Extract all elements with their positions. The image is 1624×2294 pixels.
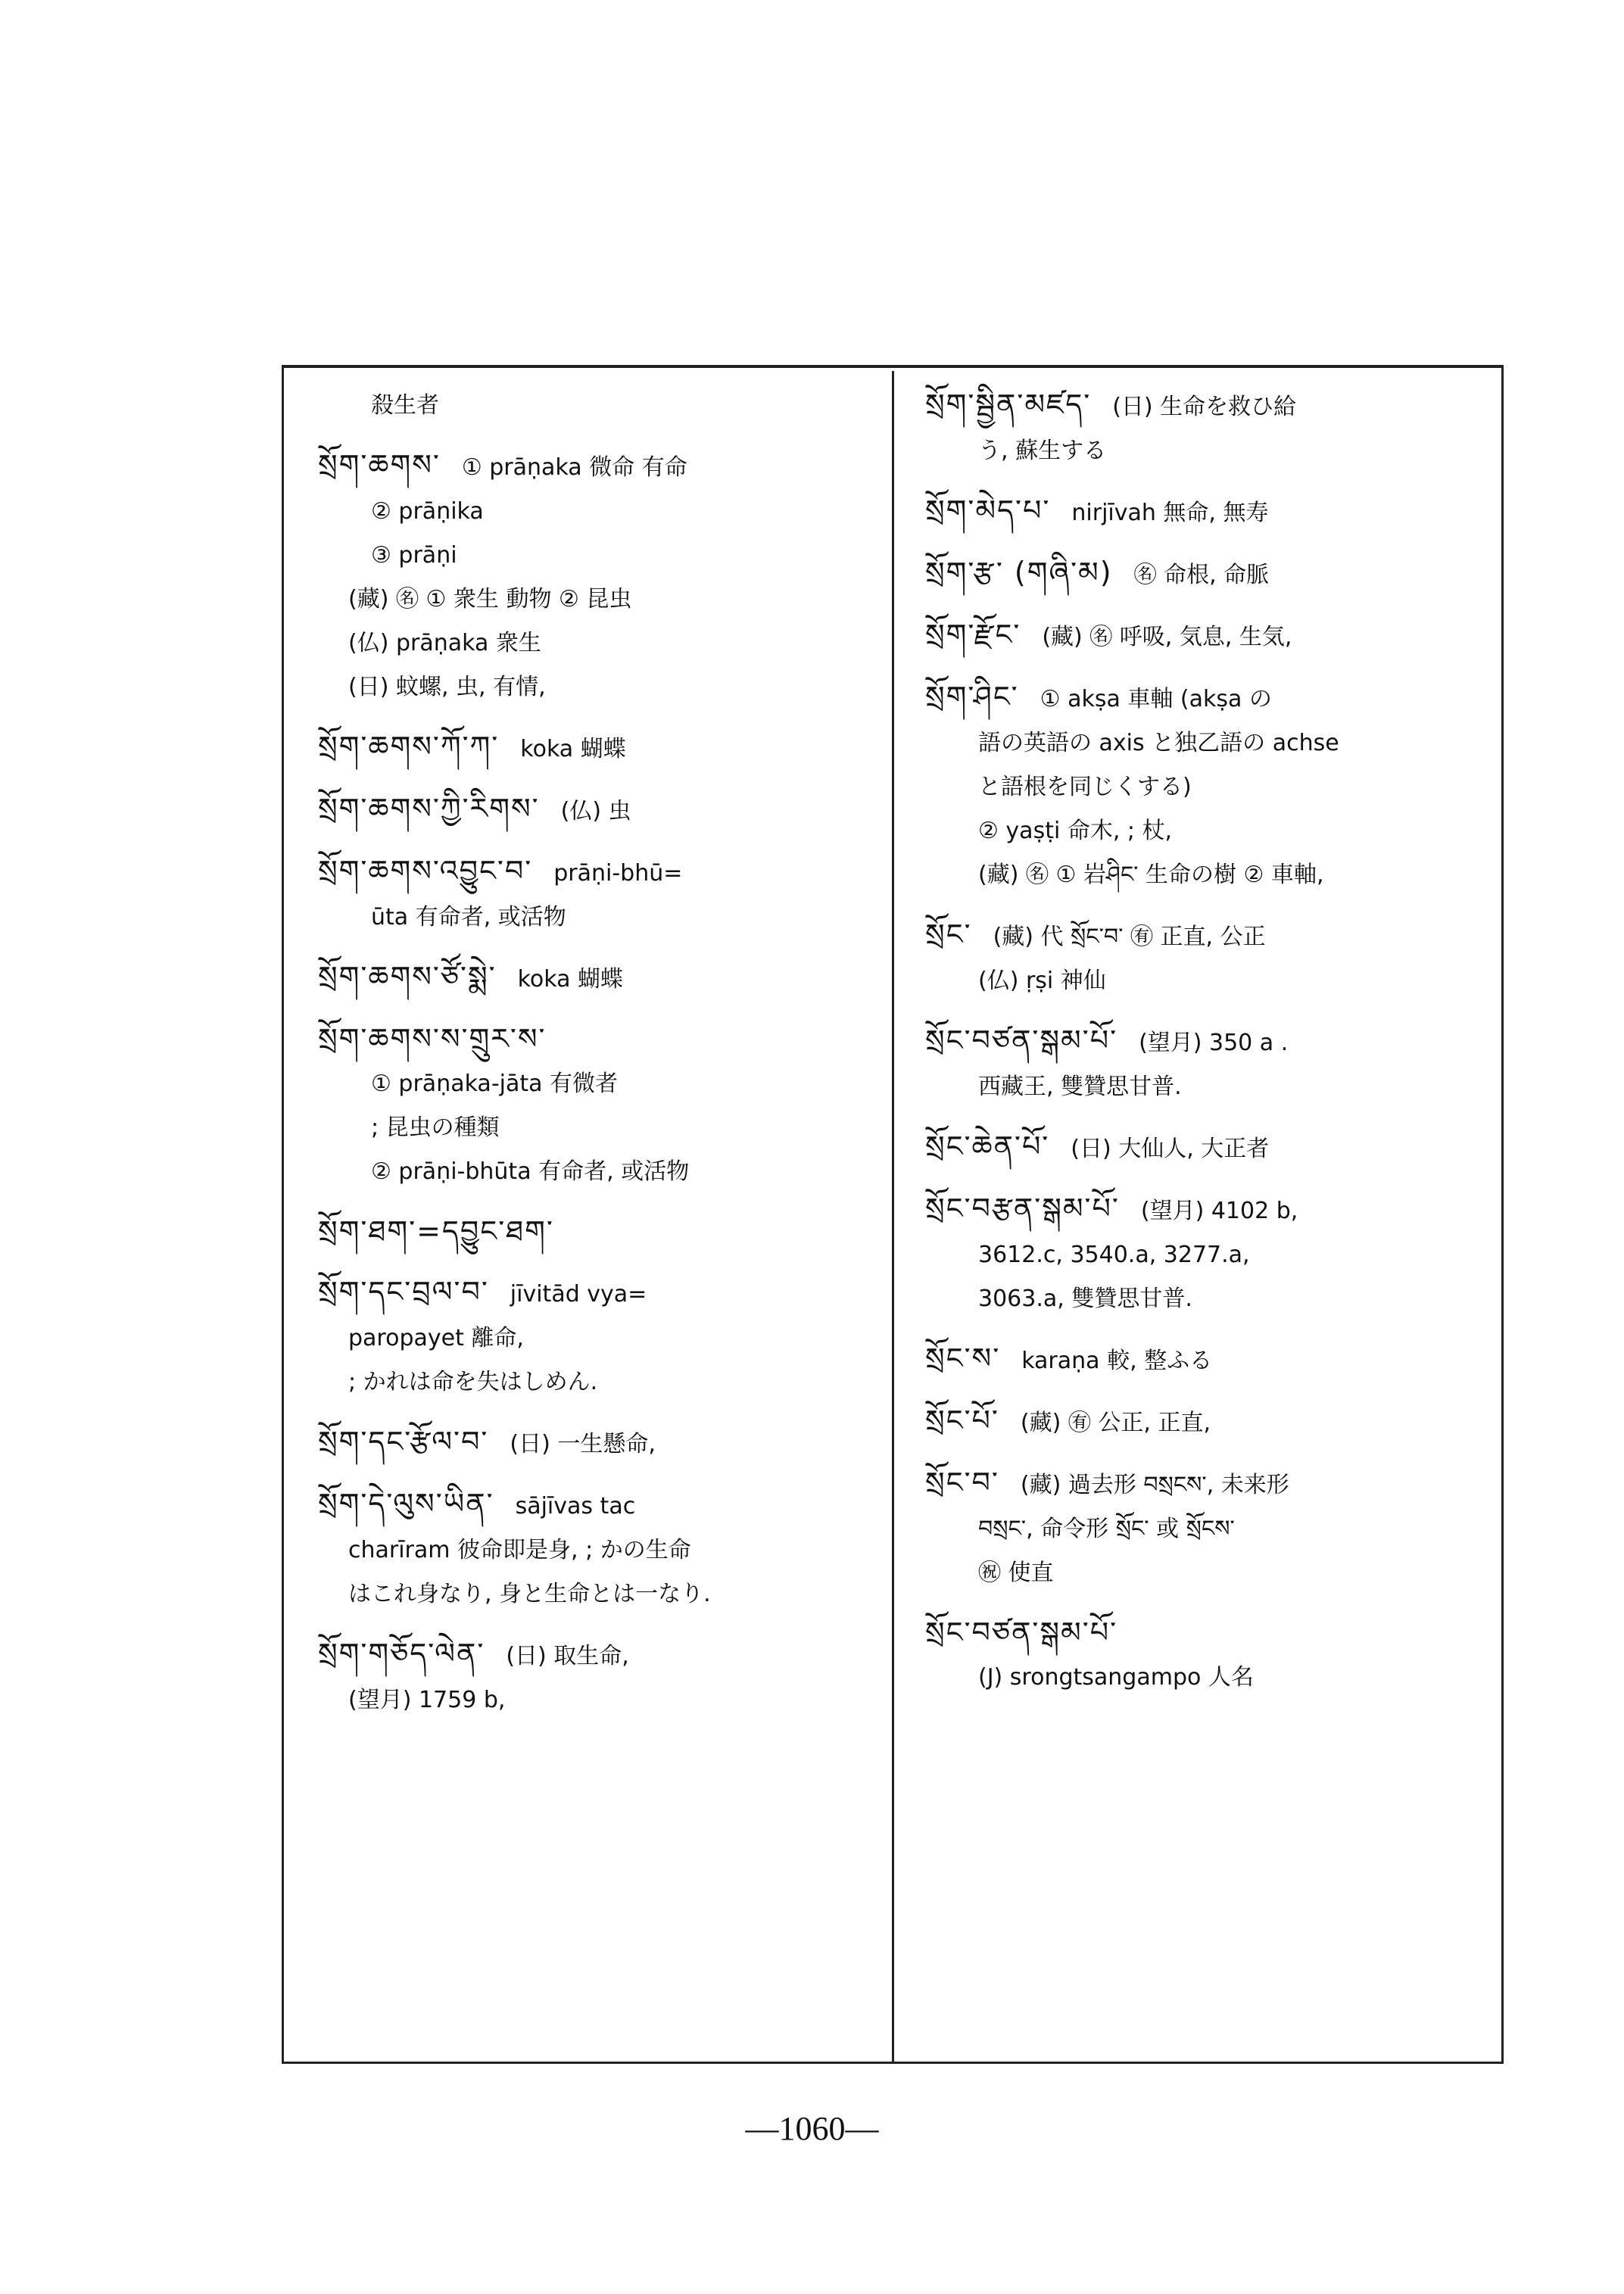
tibetan-headword: སྲོག་དེ་ལུས་ཡིན་ bbox=[318, 1487, 494, 1520]
tibetan-headword: སྲོག་རྩ་ (གཞི་མ) bbox=[925, 556, 1113, 589]
entry-line bbox=[318, 1149, 893, 1193]
dictionary-entry bbox=[318, 1482, 893, 1616]
tibetan-headword: སྲོག་ཆགས་ཀོ་ཀ་ bbox=[318, 730, 500, 763]
entry-line bbox=[318, 533, 893, 577]
tibetan-headword: སྲོག་དང་རྩོལ་བ་ bbox=[318, 1425, 489, 1458]
entry-definition: ② prāṇi-bhūta 有命者, 或活物 bbox=[371, 1158, 690, 1185]
dictionary-entry bbox=[318, 725, 893, 771]
entry-definition: (望月) 350 a . bbox=[1139, 1030, 1289, 1056]
dictionary-entry bbox=[925, 913, 1501, 1002]
entry-definition: (藏) ㊒ 公正, 正直, bbox=[1020, 1410, 1211, 1436]
entry-line bbox=[318, 1678, 893, 1722]
entry-definition: (日) 取生命, bbox=[506, 1643, 629, 1669]
entry-line bbox=[318, 849, 893, 895]
entry-definition: ; かれは命を失はしめん. bbox=[348, 1369, 598, 1395]
entry-definition: ② prāṇika bbox=[371, 498, 484, 525]
entry-definition: はこれ身なり, 身と生命とは一なり. bbox=[348, 1581, 711, 1607]
entry-definition: ③ prāṇi bbox=[371, 542, 457, 569]
entry-definition: ㊔ 命根, 命脈 bbox=[1133, 562, 1270, 588]
dictionary-entry bbox=[318, 383, 893, 427]
entry-line bbox=[925, 913, 1501, 958]
entry-line bbox=[318, 577, 893, 621]
entry-line bbox=[925, 1337, 1501, 1382]
entry-line bbox=[318, 621, 893, 665]
entry-definition: (望月) 4102 b, bbox=[1140, 1198, 1298, 1224]
entry-definition: sājīvas tac bbox=[515, 1493, 636, 1519]
entry-line bbox=[318, 489, 893, 533]
dictionary-entry bbox=[925, 1125, 1501, 1170]
tibetan-headword: སྲོག་ཆགས་ bbox=[318, 448, 441, 482]
entry-definition: (日) 一生懸命, bbox=[510, 1431, 656, 1457]
dictionary-entry bbox=[318, 1270, 893, 1404]
entry-definition: (日) 生命を救ひ給 bbox=[1112, 394, 1297, 420]
tibetan-headword: སྲོག་ཆགས་ཀྱི་རིགས་ bbox=[318, 792, 540, 825]
entry-definition: (藏) 代 སྲོང་བ་ ㊒ 正直, 公正 bbox=[993, 924, 1266, 950]
tibetan-headword: སྲོག་ཆགས་འབྱུང་བ་ bbox=[318, 854, 533, 887]
dictionary-entry bbox=[925, 1611, 1501, 1699]
entry-line bbox=[925, 809, 1501, 852]
entry-line bbox=[318, 895, 893, 939]
entry-line bbox=[925, 551, 1501, 597]
dictionary-entry bbox=[318, 1420, 893, 1466]
entry-definition: う, 蘇生する bbox=[978, 438, 1107, 464]
entry-line bbox=[318, 1420, 893, 1466]
entry-definition: ① prāṇaka-jāta 有微者 bbox=[371, 1071, 619, 1097]
dictionary-entry bbox=[318, 787, 893, 833]
entry-line bbox=[925, 1611, 1501, 1655]
tibetan-headword: སྲོང་ཆེན་པོ་ bbox=[925, 1130, 1050, 1163]
entry-line bbox=[925, 721, 1501, 765]
entry-definition: jīvitād vya= bbox=[510, 1281, 647, 1308]
entry-definition: (仏) ṛṣi 神仙 bbox=[978, 968, 1106, 994]
entry-definition: 殺生者 bbox=[371, 392, 439, 419]
dictionary-entry bbox=[925, 1019, 1501, 1108]
entry-definition: (藏) ㊔ ① 衆生 動物 ② 昆虫 bbox=[348, 586, 632, 612]
entry-line bbox=[925, 429, 1501, 472]
entry-line bbox=[318, 665, 893, 709]
entry-definition: 語の英語の axis と独乙語の achse bbox=[978, 730, 1339, 756]
entry-line bbox=[925, 1461, 1501, 1507]
entry-line bbox=[925, 675, 1501, 721]
entry-line bbox=[925, 1551, 1501, 1594]
entry-line bbox=[318, 1482, 893, 1528]
entry-line bbox=[925, 1233, 1501, 1276]
entry-definition: བསྲང་, 命令形 སྲོང་ 或 སྲོངས་ bbox=[978, 1516, 1235, 1542]
entry-definition: karaṇa 較, 整ふる bbox=[1021, 1348, 1213, 1374]
entry-definition: 3612.c, 3540.a, 3277.a, bbox=[978, 1242, 1250, 1268]
entry-line bbox=[318, 1105, 893, 1149]
tibetan-headword: སྲོག་གཅོད་ལེན་ bbox=[318, 1637, 485, 1670]
entry-definition: (日) 蚊螺, 虫, 有情, bbox=[348, 674, 546, 700]
tibetan-headword: སྲོག་ཆགས་ས་གྲུར་ས་ bbox=[318, 1022, 547, 1055]
entry-definition: (仏) prāṇaka 衆生 bbox=[348, 630, 541, 656]
entry-line bbox=[925, 613, 1501, 659]
entry-line bbox=[925, 1187, 1501, 1233]
entry-definition: (望月) 1759 b, bbox=[348, 1687, 506, 1713]
entry-line bbox=[318, 1061, 893, 1105]
tibetan-headword: སྲོང་ bbox=[925, 918, 972, 951]
entry-definition: ② yaṣṭi 命木, ; 杖, bbox=[978, 818, 1173, 844]
entry-line bbox=[318, 1572, 893, 1616]
tibetan-headword: སྲོང་བ་ bbox=[925, 1466, 999, 1499]
tibetan-headword: སྲོག་དང་བྲལ་བ་ bbox=[318, 1275, 489, 1308]
entry-line bbox=[925, 765, 1501, 809]
dictionary-entry bbox=[925, 1337, 1501, 1382]
dictionary-entry bbox=[925, 551, 1501, 597]
entry-definition: (藏) ㊔ 呼吸, 気息, 生気, bbox=[1042, 624, 1292, 650]
entry-definition: ; 昆虫の種類 bbox=[371, 1114, 500, 1141]
dictionary-entry bbox=[925, 489, 1501, 535]
entry-definition: ㊗ 使直 bbox=[978, 1560, 1054, 1586]
tibetan-headword: སྲོག་ཤིང་ bbox=[925, 680, 1019, 713]
entry-definition: 3063.a, 雙贊思甘普. bbox=[978, 1286, 1192, 1312]
entry-line bbox=[318, 1528, 893, 1572]
entry-line bbox=[318, 383, 893, 427]
entry-definition: koka 蝴蝶 bbox=[517, 966, 624, 993]
tibetan-headword: སྲོག་སྦྱིན་མཛད་ bbox=[925, 388, 1092, 421]
dictionary-entry bbox=[318, 1018, 893, 1193]
entry-definition: (藏) 過去形 བསྲངས་, 未来形 bbox=[1020, 1472, 1289, 1498]
entry-definition: (J) srongtsangampo 人名 bbox=[978, 1664, 1254, 1691]
entry-line bbox=[925, 383, 1501, 429]
entry-line bbox=[318, 955, 893, 1001]
dictionary-entry bbox=[925, 613, 1501, 659]
entry-line bbox=[925, 1125, 1501, 1170]
entry-definition: ūta 有命者, 或活物 bbox=[371, 904, 566, 930]
dictionary-entry bbox=[925, 383, 1501, 472]
entry-definition: と語根を同じくする) bbox=[978, 774, 1192, 800]
entry-line bbox=[318, 787, 893, 833]
entry-definition: charīram 彼命即是身, ; かの生命 bbox=[348, 1537, 691, 1563]
entry-definition: prāṇi-bhū= bbox=[553, 860, 683, 887]
entry-line bbox=[318, 1632, 893, 1678]
dictionary-entry bbox=[318, 444, 893, 709]
entry-line bbox=[925, 1276, 1501, 1320]
entry-definition: ① akṣa 車軸 (akṣa の bbox=[1040, 686, 1272, 712]
entry-line bbox=[925, 1019, 1501, 1064]
tibetan-headword: སྲོག་རྫོང་ bbox=[925, 618, 1021, 651]
dictionary-entry bbox=[925, 1461, 1501, 1594]
dictionary-entry bbox=[318, 1632, 893, 1722]
right-column bbox=[925, 383, 1501, 1716]
left-column bbox=[318, 383, 893, 1738]
tibetan-headword: སྲོག་ཆགས་ཙོ་སྨེ་ bbox=[318, 960, 497, 993]
dictionary-entry bbox=[318, 955, 893, 1001]
entry-line bbox=[318, 1316, 893, 1360]
dictionary-entry bbox=[925, 675, 1501, 896]
entry-definition: (日) 大仙人, 大正者 bbox=[1071, 1136, 1270, 1162]
entry-definition: (藏) ㊔ ① 岩ཤིང་ 生命の樹 ② 車軸, bbox=[978, 862, 1324, 888]
page-number: —1060— bbox=[745, 2110, 879, 2147]
dictionary-entry bbox=[925, 1399, 1501, 1445]
tibetan-headword: སྲོག་མེད་པ་ bbox=[925, 494, 1051, 527]
tibetan-headword: སྲོང་བཙན་སྒམ་པོ་ bbox=[925, 1024, 1118, 1057]
entry-definition: ① prāṇaka 微命 有命 bbox=[461, 454, 687, 481]
tibetan-headword: སྲོག་ཐག་=དབྱུང་ཐག་ bbox=[318, 1214, 554, 1248]
entry-definition: nirjīvah 無命, 無寿 bbox=[1071, 500, 1269, 526]
tibetan-headword: སྲོང་བཙན་སྒམ་པོ་ bbox=[925, 1616, 1118, 1649]
entry-line bbox=[318, 1360, 893, 1404]
entry-line bbox=[925, 489, 1501, 535]
entry-definition: 西藏王, 雙贊思甘普. bbox=[978, 1074, 1182, 1100]
entry-line bbox=[925, 1507, 1501, 1551]
tibetan-headword: སྲོང་བརྩན་སྒམ་པོ་ bbox=[925, 1192, 1120, 1225]
entry-line bbox=[318, 444, 893, 489]
entry-line bbox=[925, 1399, 1501, 1445]
dictionary-entry bbox=[318, 1210, 893, 1254]
entry-definition: paropayet 離命, bbox=[348, 1325, 524, 1351]
entry-line bbox=[318, 1018, 893, 1061]
entry-definition: (仏) 虫 bbox=[560, 798, 631, 824]
entry-line bbox=[925, 958, 1501, 1002]
tibetan-headword: སྲོང་ས་ bbox=[925, 1342, 1001, 1375]
entry-definition: koka 蝴蝶 bbox=[520, 736, 626, 762]
tibetan-headword: སྲོང་པོ་ bbox=[925, 1404, 999, 1437]
entry-line bbox=[925, 852, 1501, 896]
entry-line bbox=[925, 1064, 1501, 1108]
entry-line bbox=[318, 1270, 893, 1316]
entry-line bbox=[318, 725, 893, 771]
entry-line bbox=[925, 1655, 1501, 1699]
entry-line bbox=[318, 1210, 893, 1254]
dictionary-entry bbox=[318, 849, 893, 939]
dictionary-entry bbox=[925, 1187, 1501, 1320]
